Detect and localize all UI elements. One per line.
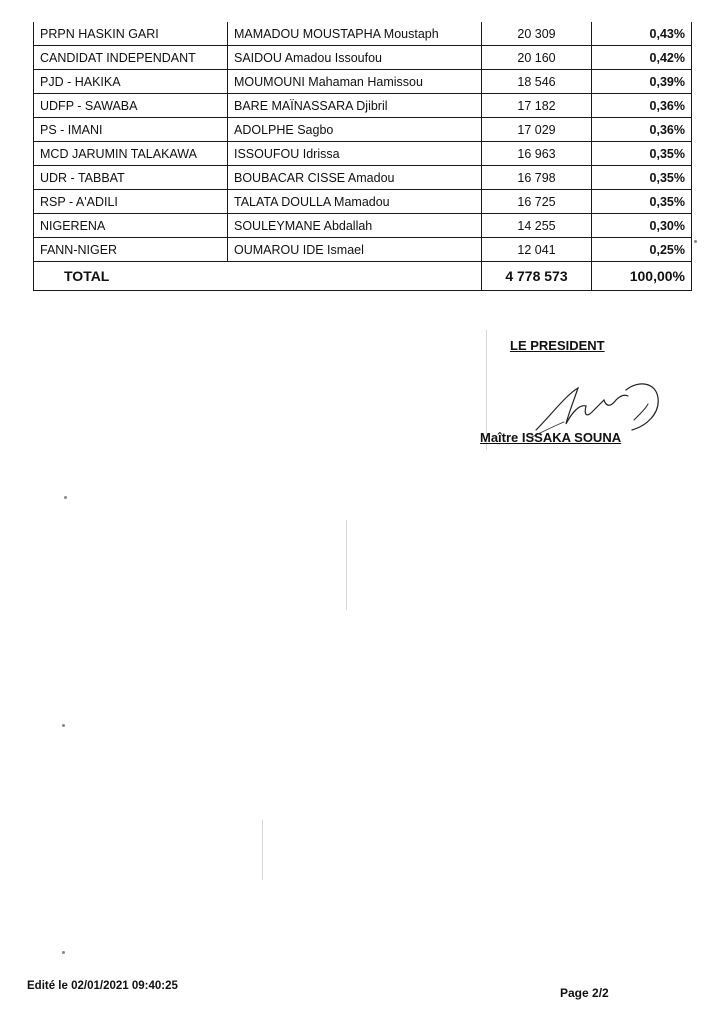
page-number: Page 2/2 [560,986,609,1000]
percent-cell: 0,35% [592,166,692,190]
table-row [34,142,692,166]
party-cell: FANN-NIGER [34,238,228,262]
handwritten-signature [506,360,666,440]
candidate-cell: OUMAROU IDE Ismael [228,238,482,262]
total-label: TOTAL [34,262,482,291]
total-row [34,262,692,291]
scan-line [262,820,263,880]
party-cell: UDR - TABBAT [34,166,228,190]
votes-cell: 12 041 [482,238,592,262]
votes-cell: 20 160 [482,46,592,70]
party-cell: MCD JARUMIN TALAKAWA [34,142,228,166]
candidate-cell: TALATA DOULLA Mamadou [228,190,482,214]
party-cell: NIGERENA [34,214,228,238]
table-row [34,214,692,238]
scan-speck [694,240,697,243]
table-row [34,94,692,118]
percent-cell: 0,35% [592,142,692,166]
candidate-cell: MOUMOUNI Mahaman Hamissou [228,70,482,94]
candidate-cell: ISSOUFOU Idrissa [228,142,482,166]
party-cell: CANDIDAT INDEPENDANT [34,46,228,70]
candidate-cell: BARE MAÏNASSARA Djibril [228,94,482,118]
votes-cell: 16 963 [482,142,592,166]
percent-cell: 0,25% [592,238,692,262]
percent-cell: 0,42% [592,46,692,70]
table-row [34,70,692,94]
percent-cell: 0,43% [592,22,692,46]
votes-cell: 17 029 [482,118,592,142]
votes-cell: 18 546 [482,70,592,94]
party-cell: UDFP - SAWABA [34,94,228,118]
party-cell: PRPN HASKIN GARI [34,22,228,46]
table-row [34,46,692,70]
percent-cell: 0,35% [592,190,692,214]
votes-cell: 14 255 [482,214,592,238]
votes-cell: 20 309 [482,22,592,46]
table-row [34,22,692,46]
candidate-cell: MAMADOU MOUSTAPHA Moustaph [228,22,482,46]
candidate-cell: SAIDOU Amadou Issoufou [228,46,482,70]
scan-speck [62,724,65,727]
scan-speck [64,496,67,499]
candidate-cell: SOULEYMANE Abdallah [228,214,482,238]
percent-cell: 0,39% [592,70,692,94]
results-table [33,22,692,291]
votes-cell: 16 798 [482,166,592,190]
scan-speck [62,951,65,954]
candidate-cell: ADOLPHE Sagbo [228,118,482,142]
percent-cell: 0,30% [592,214,692,238]
president-title: LE PRESIDENT [510,338,605,353]
percent-cell: 0,36% [592,118,692,142]
edit-timestamp: Edité le 02/01/2021 09:40:25 [27,980,178,992]
total-votes: 4 778 573 [482,262,592,291]
total-percent: 100,00% [592,262,692,291]
party-cell: PJD - HAKIKA [34,70,228,94]
party-cell: PS - IMANI [34,118,228,142]
votes-cell: 17 182 [482,94,592,118]
percent-cell: 0,36% [592,94,692,118]
table-row [34,190,692,214]
candidate-cell: BOUBACAR CISSE Amadou [228,166,482,190]
party-cell: RSP - A'ADILI [34,190,228,214]
table-row [34,166,692,190]
president-name: Maître ISSAKA SOUNA [480,430,622,445]
scan-line [346,520,347,610]
table-row [34,118,692,142]
table-row [34,238,692,262]
votes-cell: 16 725 [482,190,592,214]
